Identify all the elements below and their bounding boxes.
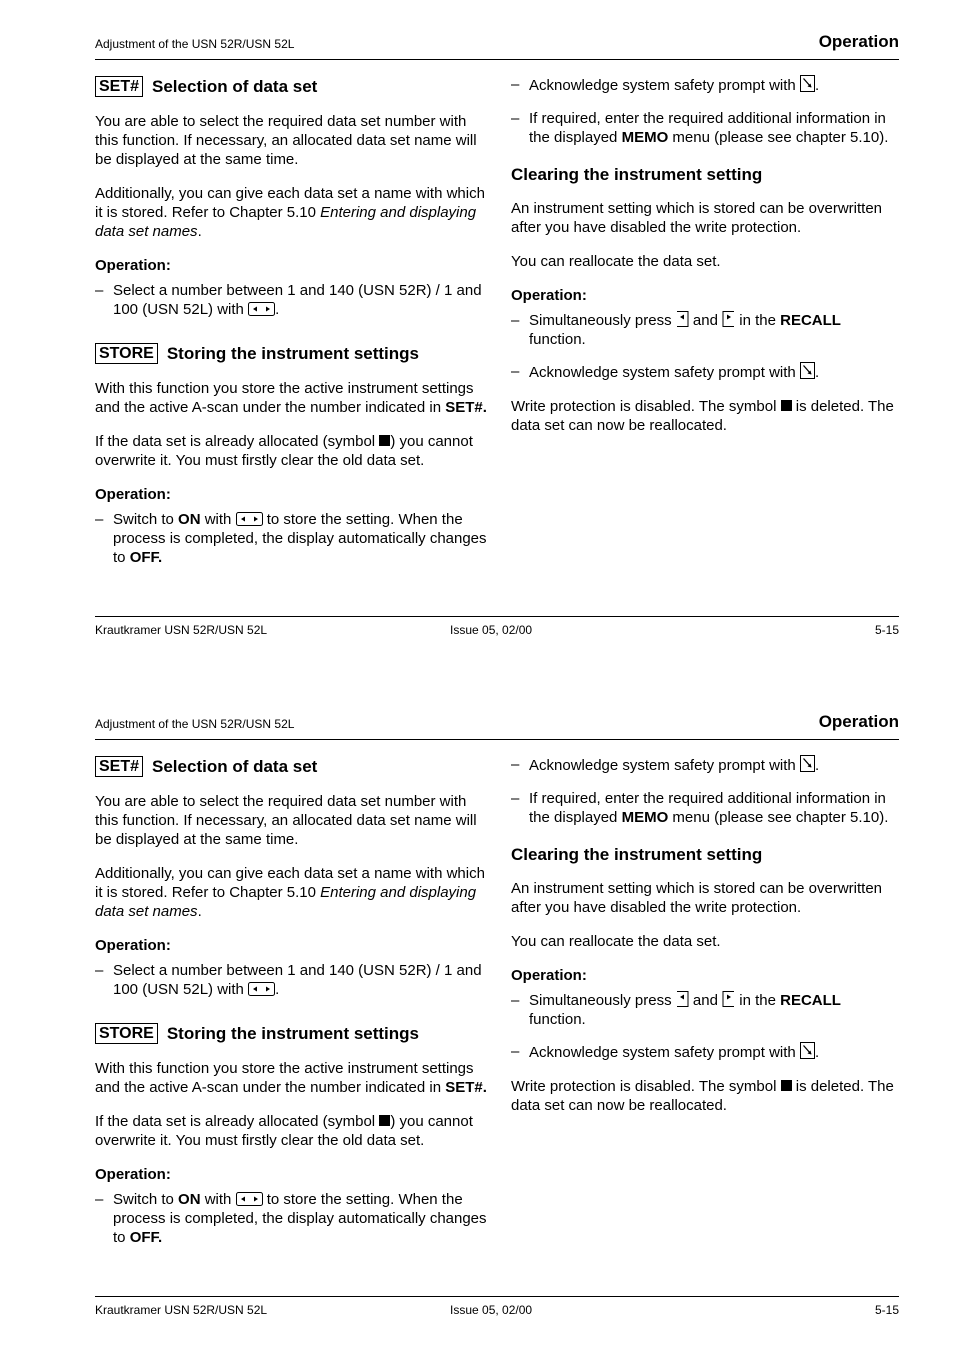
right-key-icon xyxy=(722,311,735,327)
store-key-label: STORE xyxy=(95,343,158,364)
header-section: Operation xyxy=(818,712,899,731)
list-item: – Acknowledge system safety prompt with . xyxy=(511,363,820,381)
footer-product: Krautkramer USN 52R/USN 52L xyxy=(95,1303,268,1317)
left-right-key-icon xyxy=(248,982,275,996)
section-heading-set xyxy=(95,76,487,97)
paragraph: Write protection is disabled. The symbol is deleted. The data set can now be reallocated. xyxy=(511,1078,894,1114)
right-key-icon xyxy=(722,991,735,1007)
footer-issue: Issue 05, 02/00 xyxy=(450,623,533,637)
left-column xyxy=(95,72,487,567)
paragraph: An instrument setting which is stored can be overwritten after you have disabled the write protection. xyxy=(511,200,883,236)
operation-label: Operation: xyxy=(511,967,587,984)
left-key-icon xyxy=(676,991,689,1007)
chapter-reference: Entering and displaying data set names xyxy=(95,884,477,920)
confirm-key-icon xyxy=(800,1042,815,1059)
operation-label: Operation: xyxy=(511,287,587,304)
section-title: Storing the instrument settings xyxy=(166,344,420,363)
header-chapter: Adjustment of the USN 52R/USN 52L xyxy=(95,717,295,731)
paragraph: An instrument setting which is stored can be overwritten after you have disabled the write protection. xyxy=(511,880,883,916)
left-column xyxy=(95,752,487,1247)
paragraph: You are able to select the required data set number with this function. If necessary, an allocated data set name will be displayed at the same time. xyxy=(95,793,477,848)
allocated-symbol-icon xyxy=(781,1080,792,1091)
footer-product: Krautkramer USN 52R/USN 52L xyxy=(95,623,268,637)
section-heading-set xyxy=(95,756,487,777)
store-key-label: STORE xyxy=(95,1023,158,1044)
footer-page-number: 5-15 xyxy=(874,623,899,637)
paragraph: You can reallocate the data set. xyxy=(511,933,721,950)
section-title: Selection of data set xyxy=(152,77,318,96)
list-item: – Acknowledge system safety prompt with . xyxy=(511,76,820,94)
manual-page-2 xyxy=(0,680,954,1355)
allocated-symbol-icon xyxy=(379,1115,390,1126)
left-right-key-icon xyxy=(236,1192,263,1206)
chapter-reference: Entering and displaying data set names xyxy=(95,204,477,240)
section-title: Selection of data set xyxy=(152,757,318,776)
header-rule xyxy=(95,739,899,740)
paragraph: You are able to select the required data set number with this function. If necessary, an allocated data set name will be displayed at the same time. xyxy=(95,113,477,168)
header-chapter: Adjustment of the USN 52R/USN 52L xyxy=(95,37,295,51)
section-heading-store xyxy=(95,1023,487,1044)
footer-page-number: 5-15 xyxy=(874,1303,899,1317)
set-key-label: SET# xyxy=(95,76,143,97)
paragraph: Additionally, you can give each data set a name with which it is stored. Refer to Chapter 5.10 Entering and displaying data set names. xyxy=(95,185,485,240)
allocated-symbol-icon xyxy=(781,400,792,411)
subsection-title: Clearing the instrument setting xyxy=(511,165,763,184)
paragraph: You can reallocate the data set. xyxy=(511,253,721,270)
left-right-key-icon xyxy=(236,512,263,526)
right-column xyxy=(511,72,899,435)
section-heading-store xyxy=(95,343,487,364)
paragraph: Write protection is disabled. The symbol is deleted. The data set can now be reallocated. xyxy=(511,398,894,434)
operation-label: Operation: xyxy=(95,1166,171,1183)
list-item: – Acknowledge system safety prompt with . xyxy=(511,1043,820,1061)
paragraph: If the data set is already allocated (symbol ) you cannot overwrite it. You must firstly clear the old data set. xyxy=(95,433,473,469)
confirm-key-icon xyxy=(800,75,815,92)
subsection-title: Clearing the instrument setting xyxy=(511,845,763,864)
manual-page-1 xyxy=(0,0,954,675)
operation-label: Operation: xyxy=(95,257,171,274)
left-right-key-icon xyxy=(248,302,275,316)
confirm-key-icon xyxy=(800,362,815,379)
list-item: – If required, enter the required additional information in the displayed MEMO menu (please see chapter 5.10). xyxy=(511,790,889,826)
list-item: – Select a number between 1 and 140 (USN 52R) / 1 and 100 (USN 52L) with . xyxy=(95,962,482,998)
footer-rule xyxy=(95,1296,899,1297)
paragraph: With this function you store the active instrument settings and the active A-scan under the number indicated in SET#. xyxy=(95,1060,487,1096)
footer-issue: Issue 05, 02/00 xyxy=(450,1303,533,1317)
confirm-key-icon xyxy=(800,755,815,772)
paragraph: If the data set is already allocated (symbol ) you cannot overwrite it. You must firstly clear the old data set. xyxy=(95,1113,473,1149)
header-rule xyxy=(95,59,899,60)
footer-rule xyxy=(95,616,899,617)
left-key-icon xyxy=(676,311,689,327)
allocated-symbol-icon xyxy=(379,435,390,446)
list-item: – If required, enter the required additional information in the displayed MEMO menu (please see chapter 5.10). xyxy=(511,110,889,146)
list-item: – Select a number between 1 and 140 (USN 52R) / 1 and 100 (USN 52L) with . xyxy=(95,282,482,318)
list-item: – Simultaneously press and in the RECALL function. xyxy=(511,992,841,1028)
list-item: – Acknowledge system safety prompt with . xyxy=(511,756,820,774)
header-section: Operation xyxy=(818,32,899,51)
list-item: – Switch to ON with to store the setting. When the process is completed, the display automatically changes to OFF. xyxy=(95,1191,487,1246)
section-title: Storing the instrument settings xyxy=(166,1024,420,1043)
set-key-label: SET# xyxy=(95,756,143,777)
operation-label: Operation: xyxy=(95,937,171,954)
right-column xyxy=(511,752,899,1115)
paragraph: With this function you store the active instrument settings and the active A-scan under the number indicated in SET#. xyxy=(95,380,487,416)
list-item: – Simultaneously press and in the RECALL function. xyxy=(511,312,841,348)
operation-label: Operation: xyxy=(95,486,171,503)
list-item: – Switch to ON with to store the setting. When the process is completed, the display automatically changes to OFF. xyxy=(95,511,487,566)
paragraph: Additionally, you can give each data set a name with which it is stored. Refer to Chapter 5.10 Entering and displaying data set names. xyxy=(95,865,485,920)
